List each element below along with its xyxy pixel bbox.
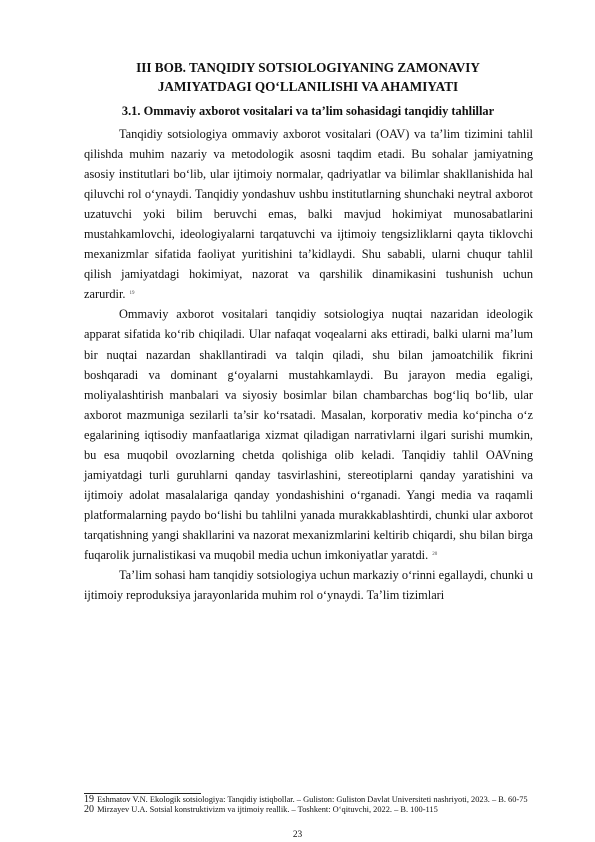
paragraph-text: Ommaviy axborot vositalari tanqidiy sotsiologiya nuqtai nazaridan ideologik apparat sifatida ko‘rib chiqiladi. Ular nafaqat voqealarni aks ettiradi, balki ularni ma’lum bir nuqtai nazardan shakllantiradi va talqin qiladi, shu bilan jamoatchilik fikrini boshqaradi va dominant g‘oyalarni mustahkamlaydi. Bu jarayon media egaligi, moliyalashtirish manbalari va siyosiy bosimlar bilan chambarchas bog‘liq bo‘lib, ular axborot mazmuniga sezilarli ta’sir ko‘rsatadi. Masalan, korporativ media ko‘pincha o‘z egalarining iqtisodiy manfaatlariga xizmat qiladigan narrativlarni ilgari surishi mumkin, bu esa muqobil ovozlarning chetda qolishiga olib keladi. Tanqidiy tahlil OAVning jamiyatdagi turli guruhlarni qanday tasvirlashini, stereotiplarni qanday yaratishini va ijtimoiy adolat masalalariga qanday yondashishini o‘rganadi. Yangi media va raqamli platformalarning paydo bo‘lishi bu tahlilni yanada murakkablashtirdi, chunki ular axborot tarqatishning yangi shakllarini va nazorat mexanizmlarini keltirib chiqardi, shu bilan birga fuqarolik jurnalistikasi va muqobil media uchun imkoniyatlar yaratdi. [84, 307, 533, 562]
paragraph-2 [84, 304, 533, 565]
chapter-title-line-2: JAMIYATDAGI QO‘LLANILISHI VA AHAMIYATI [157, 79, 459, 94]
section-title: 3.1. Ommaviy axborot vositalari va ta’lim sohasidagi tanqidiy tahlillar [121, 104, 495, 118]
footnote-text: Eshmatov V.N. Ekologik sotsiologiya: Tanqidiy istiqbollar. – Guliston: Guliston Davlat Universiteti nashriyoti, 2023. – B. 60-75 [97, 795, 528, 804]
page-number: 23 [292, 830, 303, 840]
footnotes [84, 795, 533, 816]
footnote-ref-19: 19 [129, 291, 135, 297]
paragraph-1 [84, 124, 533, 304]
body-text [84, 124, 533, 605]
footnote-19 [84, 795, 533, 805]
footnote-ref-20: 20 [432, 551, 438, 557]
footnote-20 [84, 805, 533, 815]
footnote-number: 19 [84, 794, 94, 805]
paragraph-3 [84, 565, 533, 605]
paragraph-text: Tanqidiy sotsiologiya ommaviy axborot vositalari (OAV) va ta’lim tizimini tahlil qilishda muhim nazariy va metodologik asosni taqdim etadi. Bu sohalar jamiyatning asosiy institutlari bo‘lib, ular ijtimoiy normalar, qadriyatlar va bilimlar shakllanishida hal qiluvchi rol o‘ynaydi. Tanqidiy yondashuv ushbu institutlarning shunchaki neytral axborot uzatuvchi yoki bilim beruvchi emas, balki mavjud hokimiyat munosabatlarini mustahkamlovchi, ideologiyalarni tarqatuvchi va ijtimoiy tengsizliklarni qayta tiklovchi mexanizmlar sifatida faoliyat yuritishini ta’kidlaydi. Shu sababli, ularni chuqur tahlil qilish jamiyatdagi hokimiyat, nazorat va qarshilik dinamikasini tushunish uchun zarurdir. [84, 127, 533, 302]
footnote-number: 20 [84, 804, 94, 816]
chapter-title-line-1: III BOB. TANQIDIY SOTSIOLOGIYANING ZAMONAVIY [136, 60, 480, 75]
footnote-text: Mirzayev U.A. Sotsial konstruktivizm va ijtimoiy reallik. – Toshkent: O‘qituvchi, 2022. – B. 100-115 [97, 805, 438, 815]
footnote-separator [84, 793, 201, 794]
paragraph-text: Ta’lim sohasi ham tanqidiy sotsiologiya uchun markaziy o‘rinni egallaydi, chunki u ijtimoiy reproduksiya jarayonlarida muhim rol o‘ynaydi. Ta’lim tizimlari [84, 568, 533, 603]
